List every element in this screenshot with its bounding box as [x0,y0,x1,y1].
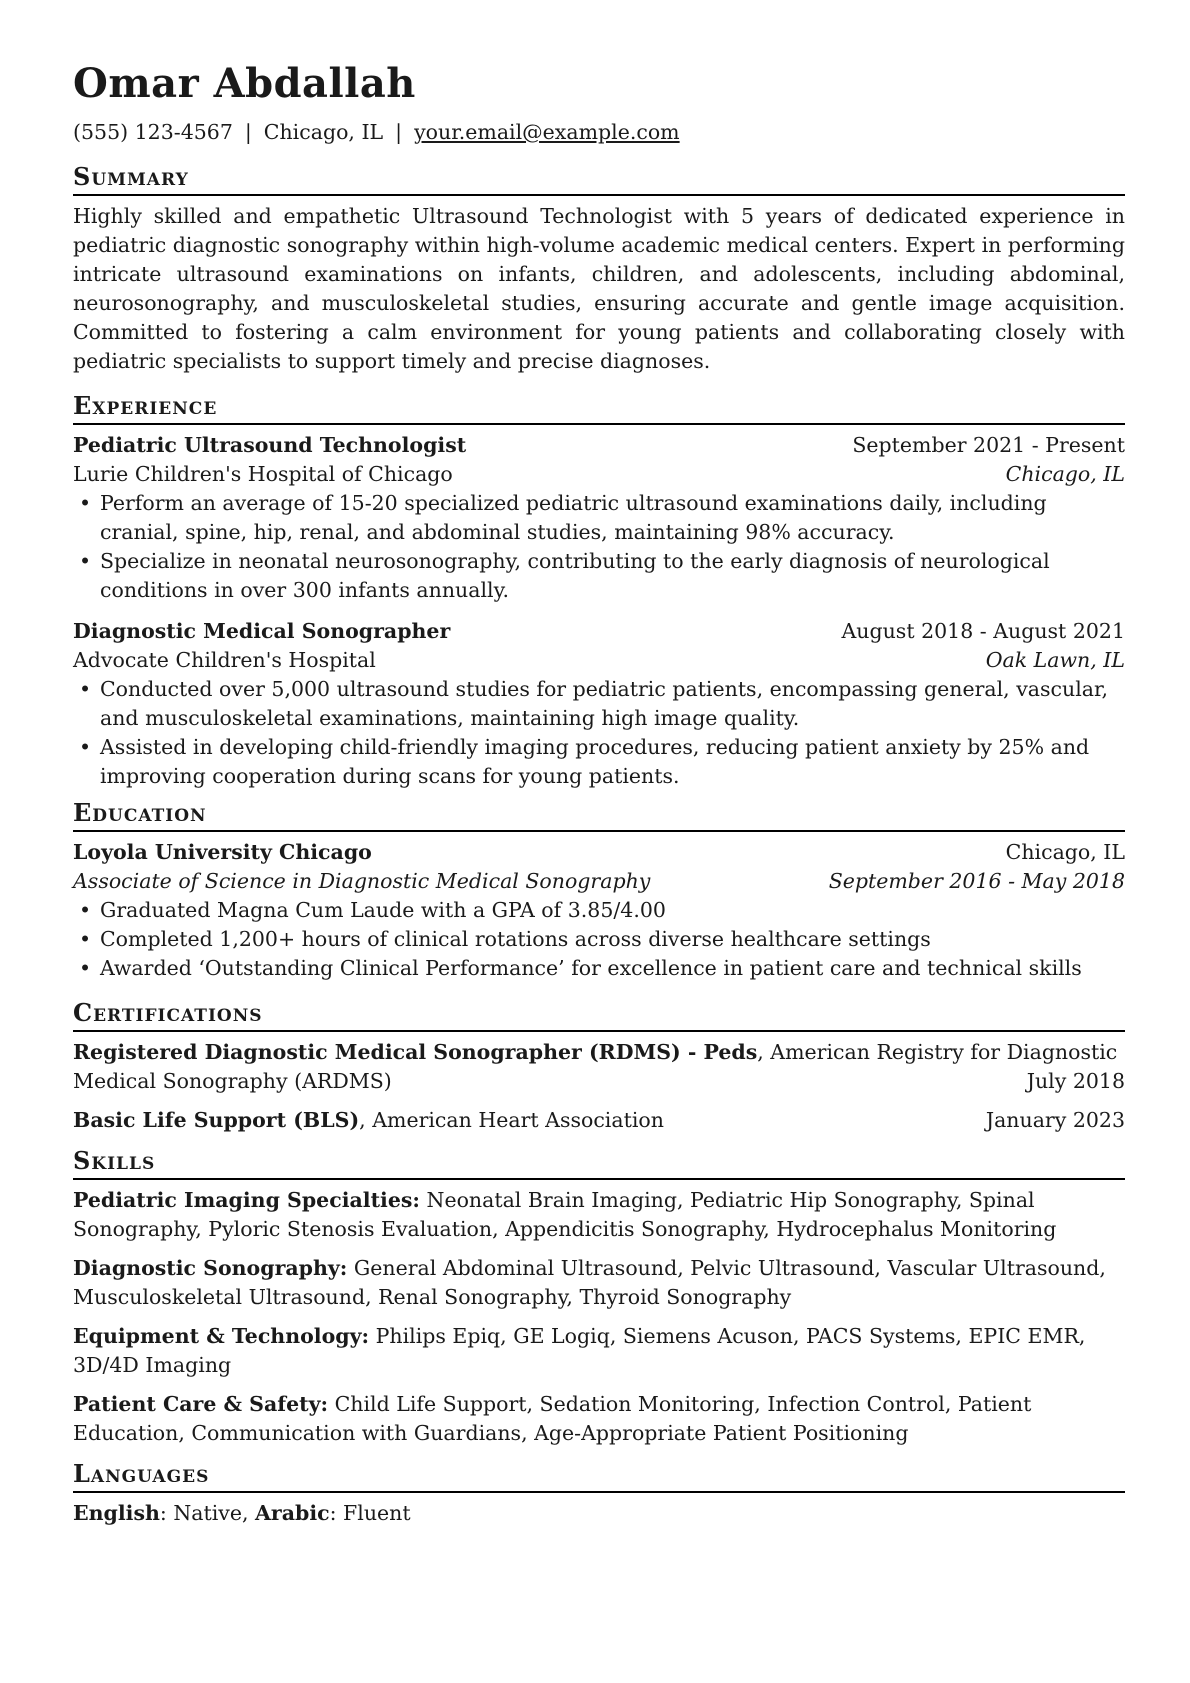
skill-list: Neonatal Brain Imaging, Pediatric Hip Sonography, Spinal Sonography, Pyloric Stenosis Evaluation, Appendicitis Sonography, Hydrocephalus Monitoring [73,1188,1057,1241]
section-heading-experience: Experience [73,390,1125,425]
section-heading-languages: Languages [73,1458,1125,1493]
section-heading-summary: Summary [73,161,1125,196]
certification-line [73,1067,1125,1096]
languages-line [73,1499,1125,1528]
job-employer: Advocate Children's Hospital [73,648,376,672]
job-subheader [73,460,1125,489]
location: Chicago, IL [263,120,384,144]
skill-label: Diagnostic Sonography: [73,1256,348,1280]
certification-issuer: , American Registry for Diagnostic [757,1040,1118,1064]
school-name: Loyola University Chicago [73,840,372,864]
skill-group [73,1186,1125,1244]
candidate-name: Omar Abdallah [73,60,416,107]
job-bullets [73,489,1125,605]
skill-group [73,1322,1125,1380]
bullet-item: • Completed 1,200+ hours of clinical rotations across diverse healthcare settings [73,925,1125,954]
skills-section [73,1145,1125,1448]
skill-list: Child Life Support, Sedation Monitoring, Infection Control, Patient Education, Communication with Guardians, Age-Appropriate Patient Positioning [73,1392,1032,1445]
certification-date: January 2023 [985,1108,1125,1132]
skill-label: Pediatric Imaging Specialties: [73,1188,420,1212]
certification-name: Registered Diagnostic Medical Sonographer (RDMS) - Peds [73,1040,758,1064]
job-employer: Lurie Children's Hospital of Chicago [73,462,453,486]
bullet-item: • Graduated Magna Cum Laude with a GPA of 3.85/4.00 [73,896,1125,925]
job-subheader [73,646,1125,675]
job-dates: August 2018 - August 2021 [841,619,1125,643]
bullet-item: • Assisted in developing child-friendly imaging procedures, reducing patient anxiety by 25% and improving cooperation during scans for young patients. [73,733,1125,791]
skill-list: General Abdominal Ultrasound, Pelvic Ultrasound, Vascular Ultrasound, Musculoskeletal Ultrasound, Renal Sonography, Thyroid Sonography [73,1256,1106,1309]
separator: | [244,120,252,144]
language-level: : Native, [159,1501,256,1525]
certification-name: Basic Life Support (BLS) [73,1108,360,1132]
bullet-item: • Perform an average of 15-20 specialized pediatric ultrasound examinations daily, including cranial, spine, hip, renal, and abdominal studies, maintaining 98% accuracy. [73,489,1125,547]
experience-section [73,390,1125,791]
certification-item [73,1038,1125,1096]
section-heading-skills: Skills [73,1145,1125,1180]
bullet-item: • Conducted over 5,000 ultrasound studies for pediatric patients, encompassing general, vascular, and musculoskeletal examinations, maintaining high image quality. [73,675,1125,733]
section-heading-certifications: Certifications [73,997,1125,1032]
certification-issuer: , American Heart Association [359,1108,664,1132]
education-section [73,797,1125,983]
section-heading-education: Education [73,797,1125,832]
degree-name: Associate of Science in Diagnostic Medical Sonography [73,869,651,893]
language-name: English [73,1501,160,1525]
bullet-item: • Awarded ‘Outstanding Clinical Performance’ for excellence in patient care and technical skills [73,954,1125,983]
language-name: Arabic [255,1501,330,1525]
skill-group [73,1254,1125,1312]
school-location: Chicago, IL [1005,840,1125,864]
certification-item [73,1106,1125,1135]
contact-line [73,118,1125,147]
job-bullets [73,675,1125,791]
job-entry [73,617,1125,791]
skill-label: Equipment & Technology: [73,1324,370,1348]
education-dates: September 2016 - May 2018 [828,869,1125,893]
summary-section [73,161,1125,376]
phone-number: (555) 123-4567 [73,120,233,144]
summary-text: Highly skilled and empathetic Ultrasound Technologist with 5 years of dedicated experience in pediatric diagnostic sonography within high-volume academic medical centers. Expert in performing intricate ultrasound examinations on infants, children, and adolescents, including abdominal, neurosonography, and musculoskeletal studies, ensuring accurate and gentle image acquisition. Committed to fostering a calm environment for young patients and collaborating closely with pediatric specialists to support timely and precise diagnoses. [73,204,1125,373]
separator: | [395,120,403,144]
job-role: Pediatric Ultrasound Technologist [73,433,467,457]
job-role: Diagnostic Medical Sonographer [73,619,451,643]
job-header [73,431,1125,460]
education-subheader [73,867,1125,896]
certification-line [73,1038,1125,1067]
email-link[interactable]: your.email@example.com [414,120,680,144]
skill-group [73,1390,1125,1448]
certification-issuer: Medical Sonography (ARDMS) [73,1069,392,1093]
languages-section [73,1458,1125,1528]
education-header [73,838,1125,867]
language-level: : Fluent [329,1501,411,1525]
job-header [73,617,1125,646]
job-dates: September 2021 - Present [852,433,1125,457]
bullet-item: • Specialize in neonatal neurosonography, contributing to the early diagnosis of neurological conditions in over 300 infants annually. [73,547,1125,605]
certifications-section [73,997,1125,1135]
certification-date: July 2018 [1026,1069,1125,1093]
skill-list: Philips Epiq, GE Logiq, Siemens Acuson, PACS Systems, EPIC EMR, 3D/4D Imaging [73,1324,1086,1377]
education-bullets [73,896,1125,983]
job-location: Chicago, IL [1005,462,1125,486]
resume-page [73,60,1125,1528]
job-location: Oak Lawn, IL [985,648,1125,672]
job-entry [73,431,1125,605]
skill-label: Patient Care & Safety: [73,1392,329,1416]
